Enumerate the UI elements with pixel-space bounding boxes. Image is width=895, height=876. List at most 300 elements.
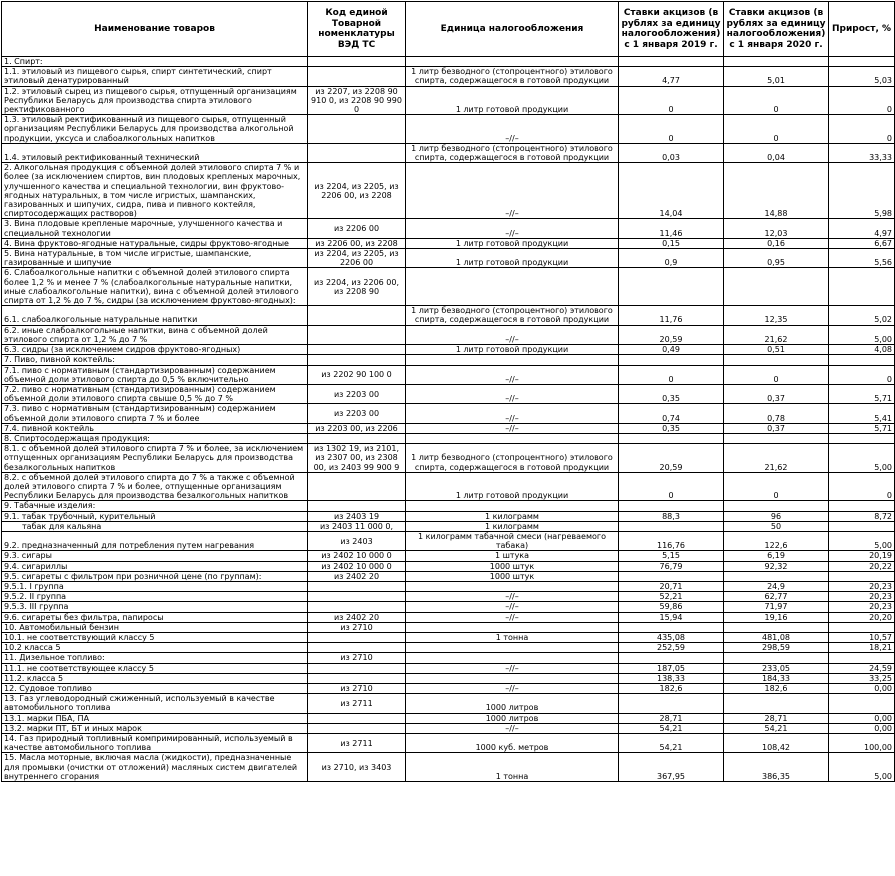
cell-goods-name: 1.3. этиловый ректификованный из пищевого сырья, отпущенный организациям Республики Беларусь для производства алкогольной продукции, уксуса и слабоалкогольных напитков [2, 115, 308, 144]
cell-tnved-code: из 2207, из 2208 90 910 0, из 2208 90 990 0 [308, 86, 406, 115]
table-row [2, 694, 895, 713]
cell-tax-unit: 1000 куб. метров [406, 734, 619, 753]
cell-growth [829, 355, 895, 365]
cell-rate-2020: 122,6 [724, 531, 829, 550]
cell-rate-2019 [619, 433, 724, 443]
cell-goods-name: 7.3. пиво с нормативным (стандартизированным) содержанием объемной доли этилового спирта 7 % и более [2, 404, 308, 423]
cell-rate-2019: 0 [619, 472, 724, 501]
cell-tax-unit: –//– [406, 423, 619, 433]
cell-tax-unit: 1000 штук [406, 571, 619, 581]
table-row [2, 592, 895, 602]
cell-tnved-code: из 1302 19, из 2101, из 2307 00, из 2308 00, из 2403 99 900 9 [308, 444, 406, 473]
cell-tnved-code [308, 472, 406, 501]
cell-tax-unit [406, 581, 619, 591]
cell-rate-2019: 88,3 [619, 511, 724, 521]
cell-rate-2019 [619, 355, 724, 365]
cell-goods-name: 14. Газ природный топливный компримированный, используемый в качестве автомобильного топлива [2, 734, 308, 753]
cell-rate-2020: 14,88 [724, 163, 829, 219]
cell-tnved-code [308, 345, 406, 355]
table-row [2, 501, 895, 511]
cell-tax-unit: 1 литр готовой продукции [406, 472, 619, 501]
table-row [2, 622, 895, 632]
cell-tnved-code: из 2710 [308, 622, 406, 632]
cell-goods-name: 9.3. сигары [2, 551, 308, 561]
cell-growth: 0,00 [829, 684, 895, 694]
cell-rate-2020: 28,71 [724, 713, 829, 723]
cell-rate-2019: 4,77 [619, 67, 724, 86]
cell-rate-2019 [619, 501, 724, 511]
cell-growth: 33,25 [829, 673, 895, 683]
cell-rate-2019 [619, 653, 724, 663]
cell-rate-2020: 92,32 [724, 561, 829, 571]
cell-rate-2019: 14,04 [619, 163, 724, 219]
table-row [2, 249, 895, 268]
cell-tax-unit: –//– [406, 723, 619, 733]
cell-goods-name: 7.1. пиво с нормативным (стандартизированным) содержанием объемной доли этилового спирта до 0,5 % включительно [2, 365, 308, 384]
cell-tax-unit: 1 штука [406, 551, 619, 561]
cell-tax-unit [406, 57, 619, 67]
table-row [2, 653, 895, 663]
cell-growth: 5,00 [829, 444, 895, 473]
table-body [2, 57, 895, 782]
table-row [2, 355, 895, 365]
cell-rate-2020: 0 [724, 86, 829, 115]
cell-goods-name: 6.1. слабоалкогольные натуральные напитки [2, 306, 308, 325]
cell-tax-unit: –//– [406, 612, 619, 622]
cell-rate-2020: 0,51 [724, 345, 829, 355]
cell-tax-unit: 1 литр готовой продукции [406, 86, 619, 115]
cell-tnved-code: из 2710, из 3403 [308, 753, 406, 782]
cell-growth: 5,41 [829, 404, 895, 423]
cell-tnved-code: из 2402 20 [308, 612, 406, 622]
cell-goods-name: 10.2 класса 5 [2, 643, 308, 653]
cell-growth: 20,23 [829, 602, 895, 612]
cell-rate-2020: 184,33 [724, 673, 829, 683]
cell-growth: 0,00 [829, 723, 895, 733]
cell-tax-unit: 1 литр готовой продукции [406, 238, 619, 248]
cell-tax-unit [406, 501, 619, 511]
table-row [2, 86, 895, 115]
cell-goods-name: 6.3. сидры (за исключением сидров фруктово-ягодных) [2, 345, 308, 355]
cell-tnved-code: из 2402 20 [308, 571, 406, 581]
cell-goods-name: 7.4. пивной коктейль [2, 423, 308, 433]
cell-rate-2019: 182,6 [619, 684, 724, 694]
cell-tax-unit: –//– [406, 365, 619, 384]
cell-tnved-code [308, 355, 406, 365]
cell-growth: 5,00 [829, 325, 895, 344]
cell-rate-2020: 0,95 [724, 249, 829, 268]
cell-tnved-code [308, 306, 406, 325]
cell-tax-unit [406, 673, 619, 683]
cell-growth [829, 521, 895, 531]
cell-rate-2020 [724, 694, 829, 713]
cell-rate-2019: 15,94 [619, 612, 724, 622]
table-row [2, 561, 895, 571]
cell-growth [829, 571, 895, 581]
cell-tnved-code: из 2203 00, из 2206 [308, 423, 406, 433]
cell-rate-2019: 252,59 [619, 643, 724, 653]
cell-goods-name: 9.1. табак трубочный, курительный [2, 511, 308, 521]
cell-rate-2020: 108,42 [724, 734, 829, 753]
header-row [2, 2, 895, 57]
cell-rate-2019: 5,15 [619, 551, 724, 561]
cell-goods-name: 7. Пиво, пивной коктейль: [2, 355, 308, 365]
cell-rate-2019 [619, 521, 724, 531]
cell-goods-name: 4. Вина фруктово-ягодные натуральные, сидры фруктово-ягодные [2, 238, 308, 248]
cell-rate-2019 [619, 57, 724, 67]
cell-rate-2019: 0,03 [619, 143, 724, 162]
cell-tnved-code [308, 723, 406, 733]
cell-tax-unit: 1 литр готовой продукции [406, 345, 619, 355]
cell-rate-2019: 0,35 [619, 423, 724, 433]
cell-tax-unit: –//– [406, 219, 619, 238]
cell-tax-unit: 1 килограмм табачной смеси (нагреваемого табака) [406, 531, 619, 550]
cell-rate-2020: 50 [724, 521, 829, 531]
cell-rate-2020: 62,77 [724, 592, 829, 602]
table-row [2, 663, 895, 673]
cell-rate-2020 [724, 433, 829, 443]
cell-tax-unit: 1 литр готовой продукции [406, 249, 619, 268]
excise-rates-table [1, 1, 895, 782]
table-row [2, 444, 895, 473]
cell-goods-name: 13.2. марки ПТ, БТ и иных марок [2, 723, 308, 733]
cell-rate-2019: 11,46 [619, 219, 724, 238]
cell-growth: 0 [829, 115, 895, 144]
cell-goods-name: 9.5.1. I группа [2, 581, 308, 591]
cell-rate-2019: 11,76 [619, 306, 724, 325]
cell-growth [829, 268, 895, 306]
cell-tax-unit: –//– [406, 684, 619, 694]
cell-tnved-code: из 2203 00 [308, 404, 406, 423]
cell-rate-2020: 0,37 [724, 384, 829, 403]
cell-growth: 20,20 [829, 612, 895, 622]
cell-growth: 0,00 [829, 713, 895, 723]
header-tnved-code: Код единой Товарной номенклатуры ВЭД ТС [308, 2, 406, 57]
cell-growth: 18,21 [829, 643, 895, 653]
cell-goods-name: 9.5.2. II группа [2, 592, 308, 602]
cell-tax-unit: 1000 литров [406, 713, 619, 723]
cell-growth [829, 653, 895, 663]
table-row [2, 472, 895, 501]
header-rate-2020: Ставки акцизов (в рублях за единицу налогообложения) с 1 января 2020 г. [724, 2, 829, 57]
cell-rate-2020: 19,16 [724, 612, 829, 622]
cell-goods-name: 1.2. этиловый сырец из пищевого сырья, отпущенный организациям Республики Беларусь для производства спирта этилового ректификованного [2, 86, 308, 115]
cell-rate-2020: 21,62 [724, 444, 829, 473]
cell-goods-name: 11. Дизельное топливо: [2, 653, 308, 663]
table-row [2, 268, 895, 306]
cell-rate-2019: 20,59 [619, 325, 724, 344]
cell-tax-unit: 1 килограмм [406, 521, 619, 531]
cell-rate-2019: 52,21 [619, 592, 724, 602]
cell-goods-name: 8.1. с объемной долей этилового спирта 7 % и более, за исключением отпущенных организациям Республики Беларусь для производства безалкогольных напитков [2, 444, 308, 473]
table-row [2, 521, 895, 531]
cell-goods-name: 7.2. пиво с нормативным (стандартизированным) содержанием объемной доли этилового спирта свыше 0,5 % до 7 % [2, 384, 308, 403]
cell-tax-unit: –//– [406, 384, 619, 403]
table-row [2, 143, 895, 162]
cell-tax-unit: 1 тонна [406, 632, 619, 642]
cell-rate-2020: 12,35 [724, 306, 829, 325]
cell-goods-name: 8. Спиртосодержащая продукция: [2, 433, 308, 443]
cell-rate-2020: 5,01 [724, 67, 829, 86]
cell-tax-unit: 1 тонна [406, 753, 619, 782]
cell-tnved-code: из 2202 90 100 0 [308, 365, 406, 384]
cell-growth: 33,33 [829, 143, 895, 162]
cell-growth: 24,59 [829, 663, 895, 673]
cell-growth [829, 57, 895, 67]
cell-growth [829, 433, 895, 443]
table-row [2, 325, 895, 344]
cell-growth: 20,23 [829, 581, 895, 591]
cell-growth: 100,00 [829, 734, 895, 753]
header-growth: Прирост, % [829, 2, 895, 57]
cell-goods-name: табак для кальяна [2, 521, 308, 531]
cell-tnved-code: из 2403 11 000 0, [308, 521, 406, 531]
cell-growth: 5,00 [829, 753, 895, 782]
cell-rate-2019 [619, 622, 724, 632]
cell-growth: 4,97 [829, 219, 895, 238]
cell-tax-unit: –//– [406, 602, 619, 612]
cell-rate-2020 [724, 622, 829, 632]
cell-rate-2019: 0,9 [619, 249, 724, 268]
cell-tnved-code: из 2204, из 2205, из 2206 00 [308, 249, 406, 268]
cell-tax-unit: 1 литр безводного (стопроцентного) этилового спирта, содержащегося в готовой продукции [406, 444, 619, 473]
cell-growth: 5,00 [829, 531, 895, 550]
cell-tax-unit: –//– [406, 325, 619, 344]
cell-tnved-code [308, 592, 406, 602]
cell-tnved-code: из 2402 10 000 0 [308, 551, 406, 561]
cell-rate-2019: 59,86 [619, 602, 724, 612]
cell-goods-name: 2. Алкогольная продукция с объемной долей этилового спирта 7 % и более (за исключением спиртов, вин плодовых крепленых марочных, улучшенного качества и специальной технологии, вин фруктово-ягодных натуральных, в том числе игристых, шампанских, газированных и шипучих, сидра, пива и пивного коктейля, спиртосодержащих растворов) [2, 163, 308, 219]
cell-tnved-code: из 2203 00 [308, 384, 406, 403]
cell-tnved-code: из 2711 [308, 694, 406, 713]
cell-rate-2019: 187,05 [619, 663, 724, 673]
cell-growth: 8,72 [829, 511, 895, 521]
cell-rate-2020 [724, 57, 829, 67]
cell-rate-2020: 386,35 [724, 753, 829, 782]
table-row [2, 57, 895, 67]
cell-rate-2020 [724, 268, 829, 306]
cell-growth: 5,71 [829, 384, 895, 403]
cell-tax-unit: 1 литр безводного (стопроцентного) этилового спирта, содержащегося в готовой продукции [406, 67, 619, 86]
cell-growth: 5,03 [829, 67, 895, 86]
cell-goods-name: 13. Газ углеводородный сжиженный, используемый в качестве автомобильного топлива [2, 694, 308, 713]
table-row [2, 581, 895, 591]
cell-rate-2019: 0 [619, 115, 724, 144]
cell-tax-unit: –//– [406, 404, 619, 423]
cell-tax-unit: –//– [406, 592, 619, 602]
cell-rate-2020: 21,62 [724, 325, 829, 344]
cell-rate-2019 [619, 571, 724, 581]
cell-growth: 0 [829, 86, 895, 115]
cell-tax-unit: –//– [406, 163, 619, 219]
table-row [2, 163, 895, 219]
table-row [2, 734, 895, 753]
cell-tnved-code: из 2206 00 [308, 219, 406, 238]
table-row [2, 713, 895, 723]
cell-rate-2020 [724, 653, 829, 663]
cell-goods-name: 10. Автомобильный бензин [2, 622, 308, 632]
cell-rate-2019: 138,33 [619, 673, 724, 683]
cell-rate-2020: 96 [724, 511, 829, 521]
cell-rate-2019: 0,49 [619, 345, 724, 355]
cell-tnved-code [308, 602, 406, 612]
cell-growth: 5,56 [829, 249, 895, 268]
cell-rate-2019: 28,71 [619, 713, 724, 723]
table-row [2, 306, 895, 325]
cell-goods-name: 1. Спирт: [2, 57, 308, 67]
cell-tnved-code [308, 433, 406, 443]
cell-rate-2019: 435,08 [619, 632, 724, 642]
cell-rate-2020 [724, 501, 829, 511]
cell-tax-unit: 1000 литров [406, 694, 619, 713]
cell-tnved-code: из 2206 00, из 2208 [308, 238, 406, 248]
cell-rate-2019: 0 [619, 86, 724, 115]
table-row [2, 632, 895, 642]
cell-goods-name: 13.1. марки ПБА, ПА [2, 713, 308, 723]
cell-tax-unit [406, 268, 619, 306]
cell-goods-name: 8.2. с объемной долей этилового спирта до 7 % а также с объемной долей этилового спирта 7 % и более, отпущенные организациям Республики Беларусь для производства безалкогольных напитков [2, 472, 308, 501]
table-row [2, 345, 895, 355]
cell-tnved-code [308, 713, 406, 723]
table-row [2, 511, 895, 521]
table-header [2, 2, 895, 57]
header-goods-name: Наименование товаров [2, 2, 308, 57]
cell-growth: 20,22 [829, 561, 895, 571]
cell-rate-2020: 71,97 [724, 602, 829, 612]
cell-goods-name: 3. Вина плодовые крепленые марочные, улучшенного качества и специальной технологии [2, 219, 308, 238]
cell-tnved-code [308, 67, 406, 86]
cell-rate-2019 [619, 268, 724, 306]
cell-tax-unit [406, 643, 619, 653]
cell-goods-name: 1.4. этиловый ректификованный технический [2, 143, 308, 162]
cell-goods-name: 9.5.3. III группа [2, 602, 308, 612]
table-row [2, 404, 895, 423]
cell-rate-2020: 182,6 [724, 684, 829, 694]
cell-tax-unit [406, 355, 619, 365]
table-row [2, 67, 895, 86]
cell-rate-2020 [724, 571, 829, 581]
cell-goods-name: 9. Табачные изделия: [2, 501, 308, 511]
cell-goods-name: 6.2. иные слабоалкогольные напитки, вина с объемной долей этилового спирта от 1,2 % до 7 % [2, 325, 308, 344]
cell-rate-2020: 0 [724, 472, 829, 501]
cell-goods-name: 11.1. не соответствующее классу 5 [2, 663, 308, 673]
cell-growth [829, 501, 895, 511]
cell-rate-2020: 54,21 [724, 723, 829, 733]
table-row [2, 384, 895, 403]
cell-rate-2020: 0,16 [724, 238, 829, 248]
cell-growth: 0 [829, 472, 895, 501]
cell-tax-unit: –//– [406, 663, 619, 673]
table-row [2, 551, 895, 561]
cell-growth: 10,57 [829, 632, 895, 642]
cell-tnved-code [308, 115, 406, 144]
cell-rate-2019: 0,15 [619, 238, 724, 248]
cell-tnved-code [308, 673, 406, 683]
cell-rate-2020: 0,78 [724, 404, 829, 423]
cell-tnved-code [308, 663, 406, 673]
cell-growth: 20,23 [829, 592, 895, 602]
cell-tnved-code [308, 57, 406, 67]
cell-tnved-code: из 2710 [308, 653, 406, 663]
header-rate-2019: Ставки акцизов (в рублях за единицу налогообложения) с 1 января 2019 г. [619, 2, 724, 57]
table-row [2, 673, 895, 683]
cell-tax-unit [406, 653, 619, 663]
cell-goods-name: 10.1. не соответствующий классу 5 [2, 632, 308, 642]
cell-tnved-code: из 2402 10 000 0 [308, 561, 406, 571]
cell-rate-2020: 0,37 [724, 423, 829, 433]
table-row [2, 753, 895, 782]
table-row [2, 238, 895, 248]
table-row [2, 643, 895, 653]
cell-rate-2020: 233,05 [724, 663, 829, 673]
cell-tax-unit [406, 433, 619, 443]
table-row [2, 571, 895, 581]
cell-goods-name: 6. Слабоалкогольные напитки с объемной долей этилового спирта более 1,2 % и менее 7 % (слабоалкогольные натуральные напитки, иные слабоалкогольные напитки), вина с объемной долей этилового спирта от 1,2 % до 7 %, сидры (за исключением фруктово-ягодных): [2, 268, 308, 306]
cell-tnved-code: из 2403 19 [308, 511, 406, 521]
cell-tnved-code: из 2403 [308, 531, 406, 550]
cell-goods-name: 9.6. сигареты без фильтра, папиросы [2, 612, 308, 622]
cell-tnved-code [308, 632, 406, 642]
cell-rate-2020: 12,03 [724, 219, 829, 238]
table-row [2, 602, 895, 612]
cell-goods-name: 9.2. предназначенный для потребления путем нагревания [2, 531, 308, 550]
cell-goods-name: 9.5. сигареты с фильтром при розничной цене (по группам): [2, 571, 308, 581]
cell-goods-name: 1.1. этиловый из пищевого сырья, спирт синтетический, спирт этиловый денатурированный [2, 67, 308, 86]
cell-rate-2020: 0 [724, 365, 829, 384]
cell-growth: 6,67 [829, 238, 895, 248]
cell-rate-2020: 0,04 [724, 143, 829, 162]
cell-tnved-code: из 2711 [308, 734, 406, 753]
cell-growth: 0 [829, 365, 895, 384]
cell-rate-2019: 54,21 [619, 734, 724, 753]
cell-growth: 5,98 [829, 163, 895, 219]
cell-goods-name: 15. Масла моторные, включая масла (жидкости), предназначенные для промывки (очистки от отложений) масляных систем двигателей внутреннего сгорания [2, 753, 308, 782]
cell-tnved-code [308, 143, 406, 162]
cell-goods-name: 5. Вина натуральные, в том числе игристые, шампанские, газированные и шипучие [2, 249, 308, 268]
cell-rate-2020: 24,9 [724, 581, 829, 591]
cell-tnved-code [308, 501, 406, 511]
cell-tax-unit: 1 литр безводного (стопроцентного) этилового спирта, содержащегося в готовой продукции [406, 143, 619, 162]
table-row [2, 433, 895, 443]
cell-rate-2020: 6,19 [724, 551, 829, 561]
cell-growth: 5,02 [829, 306, 895, 325]
cell-goods-name: 9.4. сигариллы [2, 561, 308, 571]
table-row [2, 115, 895, 144]
cell-tnved-code [308, 643, 406, 653]
cell-growth [829, 694, 895, 713]
cell-rate-2019: 116,76 [619, 531, 724, 550]
cell-growth: 4,08 [829, 345, 895, 355]
cell-rate-2019: 0,74 [619, 404, 724, 423]
table-row [2, 531, 895, 550]
cell-tax-unit: 1 литр безводного (стопроцентного) этилового спирта, содержащегося в готовой продукции [406, 306, 619, 325]
cell-goods-name: 12. Судовое топливо [2, 684, 308, 694]
cell-rate-2019: 20,71 [619, 581, 724, 591]
cell-tnved-code [308, 325, 406, 344]
cell-tax-unit [406, 622, 619, 632]
cell-tax-unit: 1 килограмм [406, 511, 619, 521]
cell-rate-2019 [619, 694, 724, 713]
cell-rate-2020: 481,08 [724, 632, 829, 642]
cell-tnved-code: из 2204, из 2206 00, из 2208 90 [308, 268, 406, 306]
cell-tnved-code: из 2204, из 2205, из 2206 00, из 2208 [308, 163, 406, 219]
cell-growth [829, 622, 895, 632]
table-row [2, 684, 895, 694]
cell-rate-2019: 20,59 [619, 444, 724, 473]
table-row [2, 612, 895, 622]
cell-rate-2019: 367,95 [619, 753, 724, 782]
cell-rate-2019: 54,21 [619, 723, 724, 733]
